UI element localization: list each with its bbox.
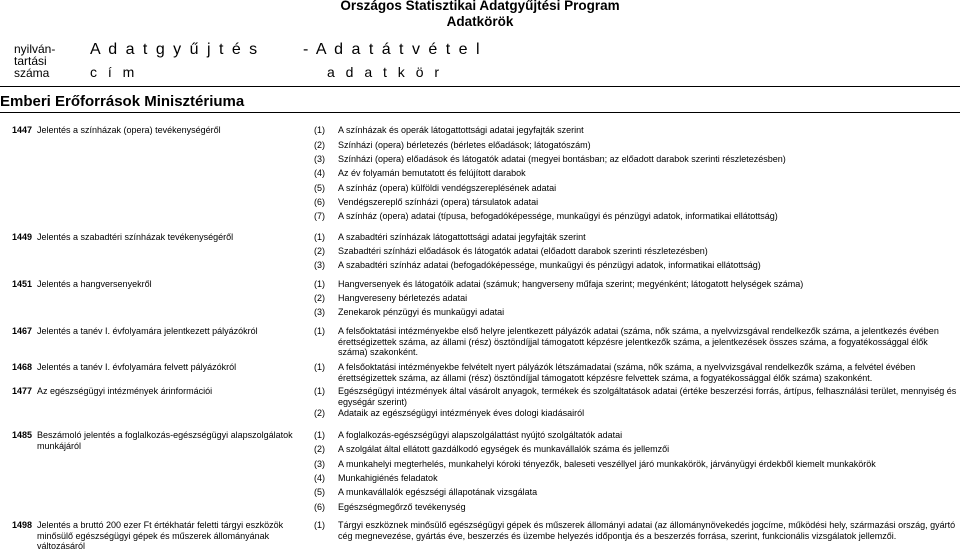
col-transfer-header: - A d a t á t v é t e l: [303, 41, 482, 58]
row-item-code: (1): [314, 430, 325, 440]
row-item-code: (2): [314, 408, 325, 418]
row-collection-title: Jelentés a hangversenyekről: [37, 279, 152, 289]
row-collection-title: Jelentés a színházak (opera) tevékenységéről: [37, 125, 221, 135]
row-item-description: A foglalkozás-egészségügyi alapszolgálattást nyújtó szolgáltatók adatai: [338, 430, 623, 440]
row-item-code: (1): [314, 362, 325, 372]
row-item-description: Szabadtéri színházi előadások és látogatók adatai (előadott darabok szerinti részletezésben): [338, 246, 708, 256]
ministry-divider: [0, 112, 960, 113]
col-title-header: c í m: [90, 64, 138, 80]
col-collection-header: A d a t g y ű j t é s: [90, 41, 260, 58]
header-divider: [0, 86, 960, 87]
row-number: 1451: [12, 279, 33, 289]
row-item-code: (3): [314, 260, 325, 270]
row-item-description: A munkavállalók egészségi állapotának vizsgálata: [338, 487, 538, 497]
col-number-header-line3: száma: [14, 66, 50, 80]
col-number-header-line2: tartási: [14, 54, 47, 68]
row-collection-title: Jelentés a bruttó 200 ezer Ft értékhatár feletti tárgyi eszközök minősülő egészségügyi gépek és műszerek állományának változásáról: [37, 520, 284, 552]
row-item-description: Színházi (opera) bérletezés (bérletes előadások; látogatószám): [338, 140, 591, 150]
row-item-description: Egészségmegőrző tevékenység: [338, 502, 466, 512]
row-item-code: (1): [314, 125, 325, 135]
row-item-description: Vendégszereplő színházi (opera) társulatok adatai: [338, 197, 539, 207]
row-item-code: (6): [314, 502, 325, 512]
row-collection-title: Jelentés a szabadtéri színházak tevékenységéről: [37, 232, 234, 242]
row-item-description: Színházi (opera) előadások és látogatók adatai (megyei bontásban; az előadott darabok szerinti részletezésben): [338, 154, 786, 164]
document-title: Országos Statisztikai Adatgyűjtési Program: [340, 0, 620, 13]
row-item-description: A színház (opera) külföldi vendégszereplésének adatai: [338, 183, 557, 193]
row-item-description: A szolgálat által ellátott gazdálkodó egységek és munkavállalók száma és jellemzői: [338, 444, 670, 454]
row-number: 1468: [12, 362, 33, 372]
row-item-code: (3): [314, 307, 325, 317]
row-item-code: (5): [314, 487, 325, 497]
row-item-description: A szabadtéri színházak látogattottsági adatai jegyfajták szerint: [338, 232, 586, 242]
row-item-description: Az év folyamán bemutatott és felújított darabok: [338, 168, 526, 178]
row-item-description: A felsőoktatási intézményekbe felvételt nyert pályázók létszámadatai (száma, nők száma, a nyelvvizsgával rendelkezők száma, a felvétel évében érettségizettek száma, az állami (rész) ösztöndíjjal támogatott képzésre felvettek száma, a fogyatékossággal élők száma) szakonként.: [338, 362, 916, 383]
row-item-code: (7): [314, 211, 325, 221]
row-item-code: (2): [314, 293, 325, 303]
row-item-code: (2): [314, 444, 325, 454]
row-number: 1467: [12, 326, 33, 336]
row-item-description: Egészségügyi intézmények által vásárolt anyagok, termékek és szolgáltatások adatai (értéke beszerzési forrás, ártípus, felhasználási terület, mennyiség és egységár szerint): [338, 386, 957, 407]
row-item-description: Zenekarok pénzügyi és munkaügyi adatai: [338, 307, 505, 317]
row-item-description: A munkahelyi megterhelés, munkahelyi kóroki tényezők, baleseti veszéllyel járó munkakörök, járványügyi érdekből kiemelt munkakörök: [338, 459, 876, 469]
row-collection-title: Jelentés a tanév I. évfolyamára jelentkezett pályázókról: [37, 326, 258, 336]
col-number-header-line1: nyilván-: [14, 42, 56, 56]
row-item-description: A felsőoktatási intézményekbe első helyre jelentkezett pályázók adatai (száma, nők száma, a nyelvvizsgával rendelkezők száma, a jelentkezés évében érettségizettek száma, az állami (rész) ösztöndíjjal támogatott képzésre jelentkezők száma, a jelentkezések összes száma, a fogyatékossággal élők száma) szakonként.: [338, 326, 939, 358]
row-collection-title: Az egészségügyi intézmények árinformációi: [37, 386, 213, 396]
row-number: 1477: [12, 386, 33, 396]
row-item-description: A színházak és operák látogattottsági adatai jegyfajták szerint: [338, 125, 584, 135]
row-item-code: (3): [314, 459, 325, 469]
row-item-description: Munkahigiénés feladatok: [338, 473, 438, 483]
row-collection-title: Jelentés a tanév I. évfolyamára felvett pályázókról: [37, 362, 237, 372]
row-item-code: (1): [314, 386, 325, 396]
row-item-code: (2): [314, 246, 325, 256]
row-collection-title: Beszámoló jelentés a foglalkozás-egészségügyi alapszolgálatok munkájáról: [37, 430, 293, 451]
row-item-description: Hangversenyek és látogatóik adatai (számuk; hangverseny műfaja szerint; megyénként; látogatott helységek száma): [338, 279, 804, 289]
row-item-description: Adataik az egészségügyi intézmények éves dologi kiadásairól: [338, 408, 585, 418]
row-item-code: (1): [314, 279, 325, 289]
row-item-description: A szabadtéri színház adatai (befogadóképessége, munkaügyi és pénzügyi adatok, informatikai ellátottság): [338, 260, 761, 270]
row-item-code: (2): [314, 140, 325, 150]
row-number: 1447: [12, 125, 33, 135]
row-item-code: (1): [314, 520, 325, 530]
row-item-description: Hangvereseny bérletezés adatai: [338, 293, 468, 303]
row-item-code: (6): [314, 197, 325, 207]
row-item-code: (5): [314, 183, 325, 193]
row-number: 1485: [12, 430, 33, 440]
row-number: 1498: [12, 520, 33, 530]
row-item-code: (1): [314, 326, 325, 336]
document-subtitle: Adatkörök: [446, 14, 514, 29]
row-item-code: (1): [314, 232, 325, 242]
row-item-code: (3): [314, 154, 325, 164]
ministry-heading: Emberi Erőforrások Minisztériuma: [0, 93, 245, 110]
row-number: 1449: [12, 232, 33, 242]
row-item-code: (4): [314, 473, 325, 483]
row-item-code: (4): [314, 168, 325, 178]
row-item-description: A színház (opera) adatai (típusa, befogadóképessége, munkaügyi és pénzügyi adatok, informatikai ellátottság): [338, 211, 778, 221]
row-item-description: Tárgyi eszköznek minősülő egészségügyi gépek és műszerek állományi adatai (az állománynövekedés jogcíme, működési hely, származási ország, gyártó cég megnevezése, gyártás éve, beszerzés és üzembe helyezés időpontja és a beszerzés forrása, szerint, funkcionális vizsgálatok jellemzői.: [338, 520, 956, 541]
col-datagroup-header: a d a t k ö r: [327, 64, 443, 80]
